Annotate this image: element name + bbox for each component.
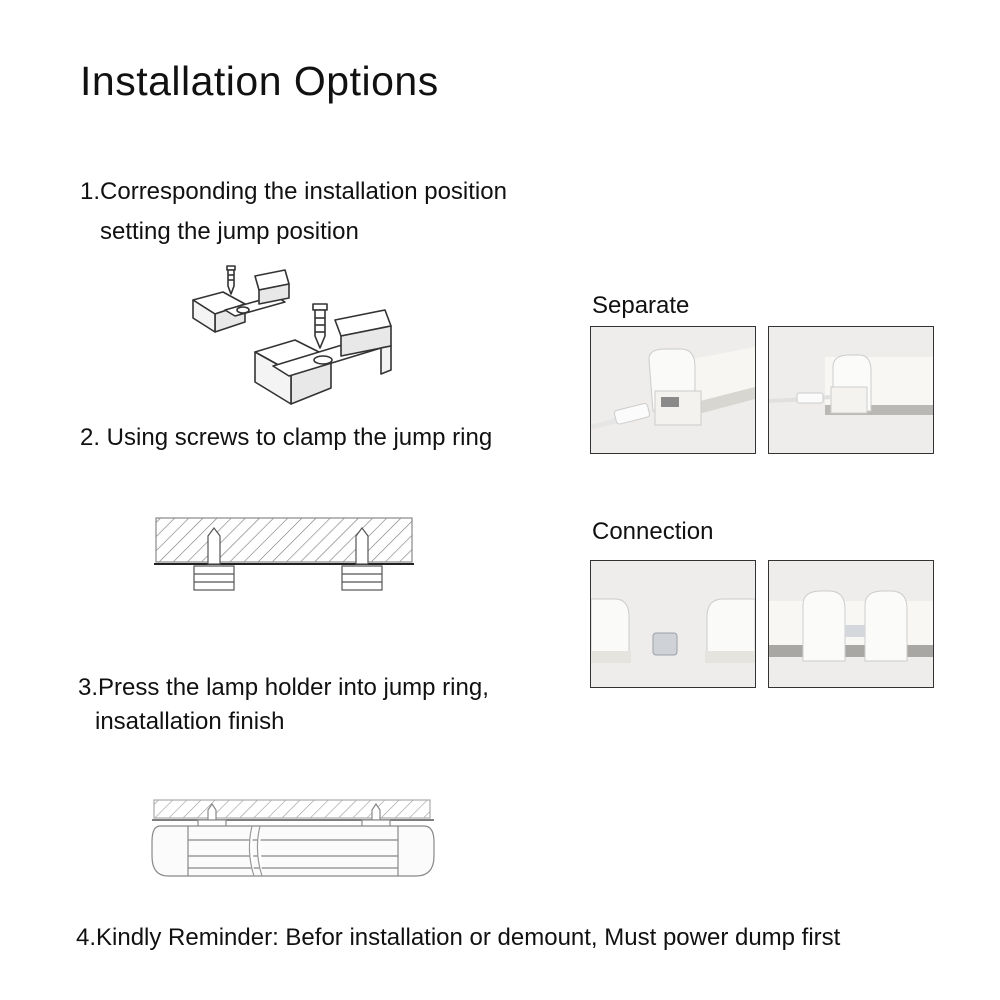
page-title: Installation Options (80, 58, 439, 104)
step-1-line-1: 1.Corresponding the installation position (80, 178, 507, 205)
step-2-line-1: 2. Using screws to clamp the jump ring (80, 424, 493, 451)
ceiling-screw-icon (150, 514, 420, 594)
connection-label: Connection (592, 518, 714, 545)
step-1-line-2: setting the jump position (100, 218, 359, 245)
step-3-line-1: 3.Press the lamp holder into jump ring, (78, 674, 489, 701)
connection-photo-1 (590, 560, 756, 688)
separate-photo-1 (590, 326, 756, 454)
step-3-line-2: insatallation finish (95, 708, 285, 735)
separate-label: Separate (592, 292, 690, 319)
step-4-line-1: 4.Kindly Reminder: Befor installation or demount, Must power dump first (76, 924, 841, 951)
installed-lamp-icon (148, 796, 438, 882)
clip-bracket-icon (185, 262, 425, 412)
separate-photo-2 (768, 326, 934, 454)
connection-photo-2 (768, 560, 934, 688)
